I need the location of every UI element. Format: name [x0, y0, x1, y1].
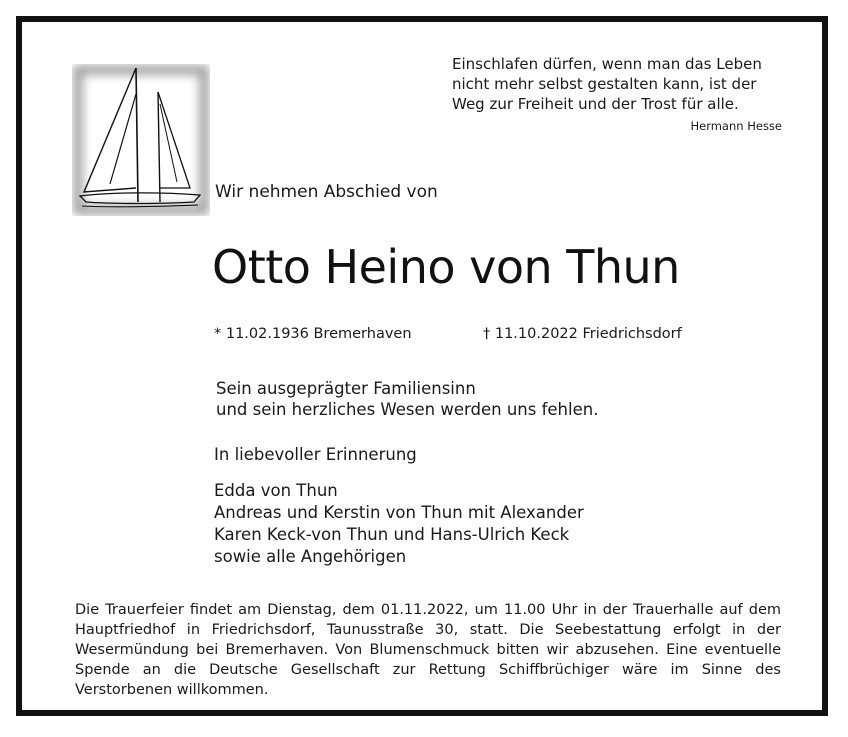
quote-line: Einschlafen dürfen, wenn man das Leben: [452, 55, 762, 73]
tribute-text: [216, 378, 598, 420]
sailboat-icon: [72, 64, 210, 216]
obituary-frame: [16, 16, 828, 716]
tribute-line: Sein ausgeprägter Familiensinn: [216, 379, 476, 398]
mourner-name: Andreas und Kerstin von Thun mit Alexander: [214, 503, 584, 522]
deceased-name: Otto Heino von Thun: [212, 240, 680, 294]
mourner-name: Karen Keck-von Thun und Hans-Ulrich Keck: [214, 525, 570, 544]
intro-text: Wir nehmen Abschied von: [215, 182, 438, 202]
quote-author: Hermann Hesse: [690, 119, 782, 133]
tribute-line: und sein herzliches Wesen werden uns fehlen.: [216, 400, 599, 419]
funeral-notice: Die Trauerfeier findet am Dienstag, dem 01.11.2022, um 11.00 Uhr in der Trauerhalle auf dem Hauptfriedhof in Friedrichsdorf, Taunusstraße 30, statt. Die Seebestattung erfolgt in der Wesermündung bei Bremerhaven. Von Blumenschmuck bitten wir abzusehen. Eine eventuelle Spende an die Deutsche Gesellschaft zur Rettung Schiffbrüchiger wäre im Sinne des Verstorbenen willkommen.: [75, 602, 781, 698]
quote-line: nicht mehr selbst gestalten kann, ist der: [452, 75, 757, 93]
memory-heading: In liebevoller Erinnerung: [214, 445, 417, 464]
birth-date: * 11.02.1936 Bremerhaven: [214, 326, 412, 342]
mourners-list: [214, 480, 584, 568]
quote-block: [452, 54, 782, 136]
mourner-name: Edda von Thun: [214, 481, 338, 500]
death-date: † 11.10.2022 Friedrichsdorf: [483, 326, 682, 342]
mourner-name: sowie alle Angehörigen: [214, 547, 407, 566]
quote-line: Weg zur Freiheit und der Trost für alle.: [452, 95, 739, 113]
